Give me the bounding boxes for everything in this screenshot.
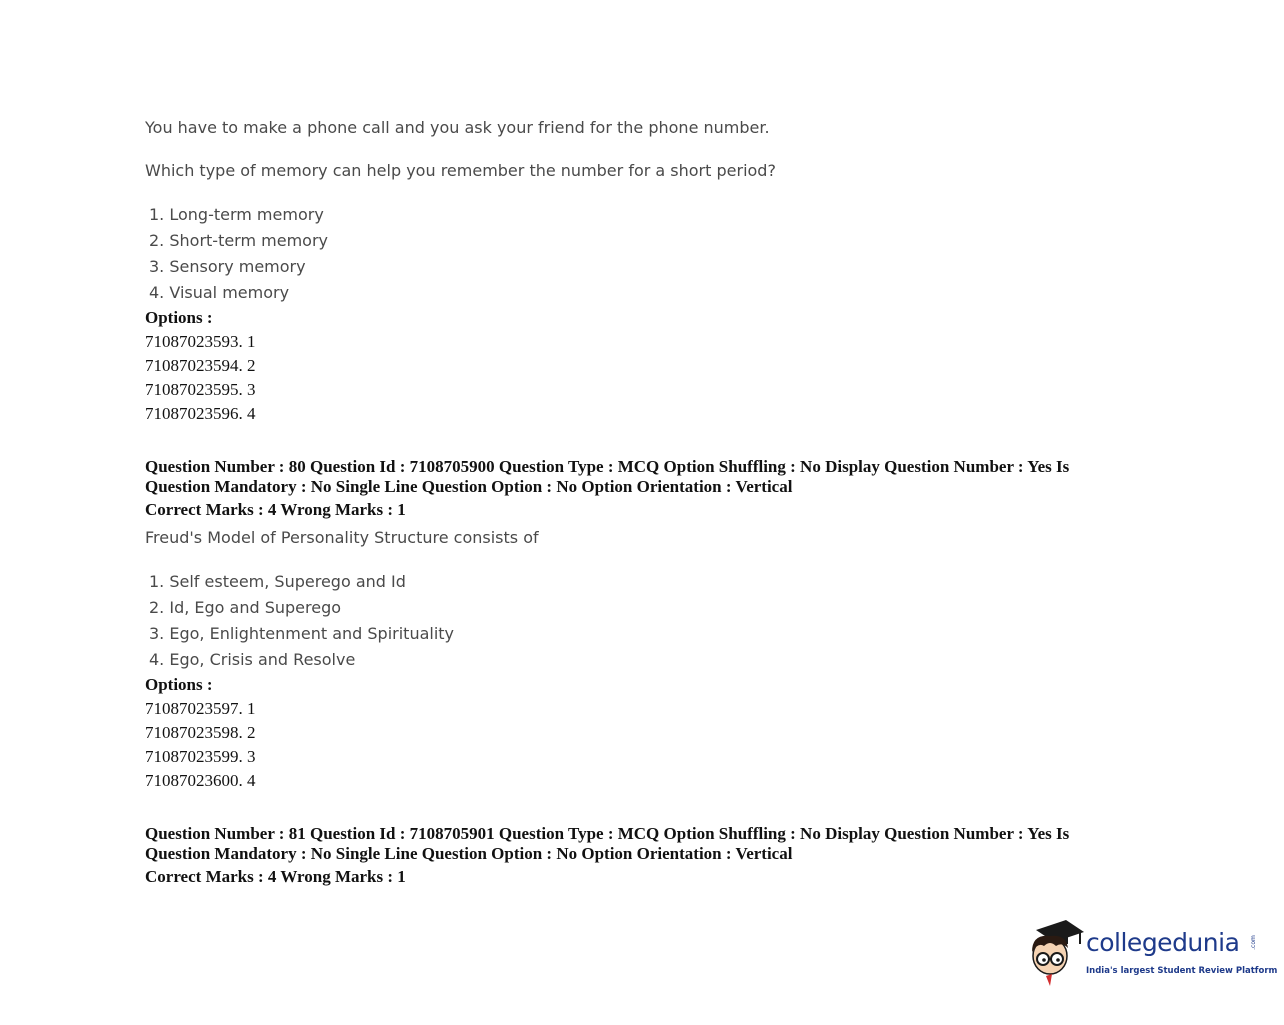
option-id-80-2: 71087023598. 2 — [145, 723, 256, 742]
logo-wordmark: collegedunia — [1086, 928, 1240, 957]
options-label-80: Options : — [145, 675, 213, 694]
choice-80-4: 4. Ego, Crisis and Resolve — [149, 650, 356, 669]
option-id-79-4: 71087023596. 4 — [145, 404, 256, 423]
question-text-79-line1: You have to make a phone call and you ask your friend for the phone number. — [145, 118, 770, 137]
option-id-79-3: 71087023595. 3 — [145, 380, 256, 399]
logo-tagline: India's largest Student Review Platform — [1086, 966, 1278, 976]
question-meta-81-line2: Question Mandatory : No Single Line Question Option : No Option Orientation : Vertical — [145, 844, 793, 863]
question-meta-80-line1: Question Number : 80 Question Id : 7108705900 Question Type : MCQ Option Shuffling : No Display Question Number : Yes Is — [145, 457, 1070, 476]
option-id-79-1: 71087023593. 1 — [145, 332, 256, 351]
marks-80: Correct Marks : 4 Wrong Marks : 1 — [145, 500, 406, 519]
choice-79-4: 4. Visual memory — [149, 283, 290, 302]
choice-80-1: 1. Self esteem, Superego and Id — [149, 572, 406, 591]
marks-81: Correct Marks : 4 Wrong Marks : 1 — [145, 867, 406, 886]
question-text-80: Freud's Model of Personality Structure consists of — [145, 528, 539, 547]
choice-79-3: 3. Sensory memory — [149, 257, 306, 276]
choice-80-2: 2. Id, Ego and Superego — [149, 598, 342, 617]
choice-80-3: 3. Ego, Enlightenment and Spirituality — [149, 624, 455, 643]
logo-suffix: .com — [1249, 935, 1257, 950]
choice-79-2: 2. Short-term memory — [149, 231, 328, 250]
collegedunia-logo — [1022, 918, 1278, 990]
option-id-80-3: 71087023599. 3 — [145, 747, 256, 766]
question-meta-81-line1: Question Number : 81 Question Id : 7108705901 Question Type : MCQ Option Shuffling : No Display Question Number : Yes Is — [145, 824, 1070, 843]
option-id-80-1: 71087023597. 1 — [145, 699, 256, 718]
option-id-79-2: 71087023594. 2 — [145, 356, 256, 375]
choice-79-1: 1. Long-term memory — [149, 205, 324, 224]
question-text-79-line2: Which type of memory can help you remember the number for a short period? — [145, 161, 776, 180]
question-meta-80-line2: Question Mandatory : No Single Line Question Option : No Option Orientation : Vertical — [145, 477, 793, 496]
mascot-icon — [1022, 918, 1084, 990]
options-label-79: Options : — [145, 308, 213, 327]
option-id-80-4: 71087023600. 4 — [145, 771, 256, 790]
